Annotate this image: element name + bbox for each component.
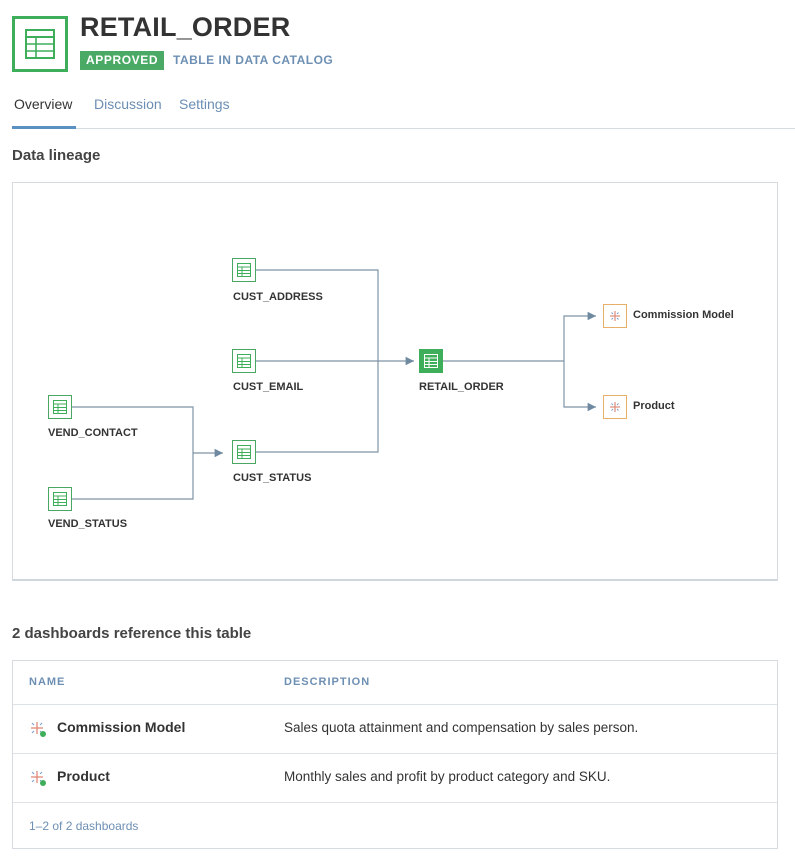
column-header-description[interactable]: DESCRIPTION [284, 676, 371, 688]
lineage-edges [13, 183, 779, 582]
lineage-label-cust-status: CUST_STATUS [233, 472, 312, 484]
lineage-label-cust-email: CUST_EMAIL [233, 381, 304, 393]
dashboards-section-title: 2 dashboards reference this table [12, 625, 252, 642]
active-tab-indicator [12, 126, 76, 129]
lineage-node-cust-status[interactable] [232, 440, 256, 464]
tableau-dashboard-icon [609, 310, 621, 322]
table-row[interactable] [13, 753, 777, 802]
lineage-label-retail-order: RETAIL_ORDER [419, 381, 504, 393]
page-subtitle: TABLE IN DATA CATALOG [173, 53, 334, 67]
lineage-node-vend-status[interactable] [48, 487, 72, 511]
dashboard-description: Sales quota attainment and compensation by sales person. [284, 720, 639, 735]
divider [13, 802, 777, 803]
lineage-node-commission-model[interactable] [603, 304, 627, 328]
column-header-name[interactable]: NAME [29, 676, 66, 688]
lineage-node-vend-contact[interactable] [48, 395, 72, 419]
table-icon [53, 400, 67, 414]
table-icon [12, 16, 68, 72]
tableau-dashboard-icon [609, 401, 621, 413]
tab-bar [12, 90, 795, 129]
lineage-label-product[interactable]: Product [633, 400, 675, 412]
lineage-label-vend-status: VEND_STATUS [48, 518, 128, 530]
lineage-node-cust-address[interactable] [232, 258, 256, 282]
dashboards-table [12, 660, 778, 849]
table-icon [237, 445, 251, 459]
tableau-dashboard-icon [29, 720, 47, 738]
lineage-section-title: Data lineage [12, 147, 101, 164]
tab-settings[interactable]: Settings [179, 96, 230, 112]
table-icon [424, 354, 438, 368]
lineage-graph [12, 182, 778, 581]
lineage-node-retail-order[interactable] [419, 349, 443, 373]
dashboard-name-link[interactable]: Commission Model [57, 719, 186, 735]
lineage-label-commission-model[interactable]: Commission Model [633, 309, 734, 321]
lineage-node-product[interactable] [603, 395, 627, 419]
lineage-label-cust-address: CUST_ADDRESS [233, 291, 323, 303]
table-row[interactable] [13, 704, 777, 753]
lineage-node-cust-email[interactable] [232, 349, 256, 373]
status-badge: APPROVED [80, 51, 164, 70]
tab-discussion[interactable]: Discussion [94, 96, 162, 112]
pagination-summary: 1–2 of 2 dashboards [29, 819, 139, 833]
page-title: RETAIL_ORDER [80, 12, 291, 42]
lineage-label-vend-contact: VEND_CONTACT [48, 427, 138, 439]
tab-overview[interactable]: Overview [14, 96, 73, 112]
table-icon [237, 263, 251, 277]
table-icon [237, 354, 251, 368]
tableau-dashboard-icon [29, 769, 47, 787]
dashboard-name-link[interactable]: Product [57, 768, 110, 784]
dashboard-description: Monthly sales and profit by product category and SKU. [284, 769, 611, 784]
table-icon [53, 492, 67, 506]
